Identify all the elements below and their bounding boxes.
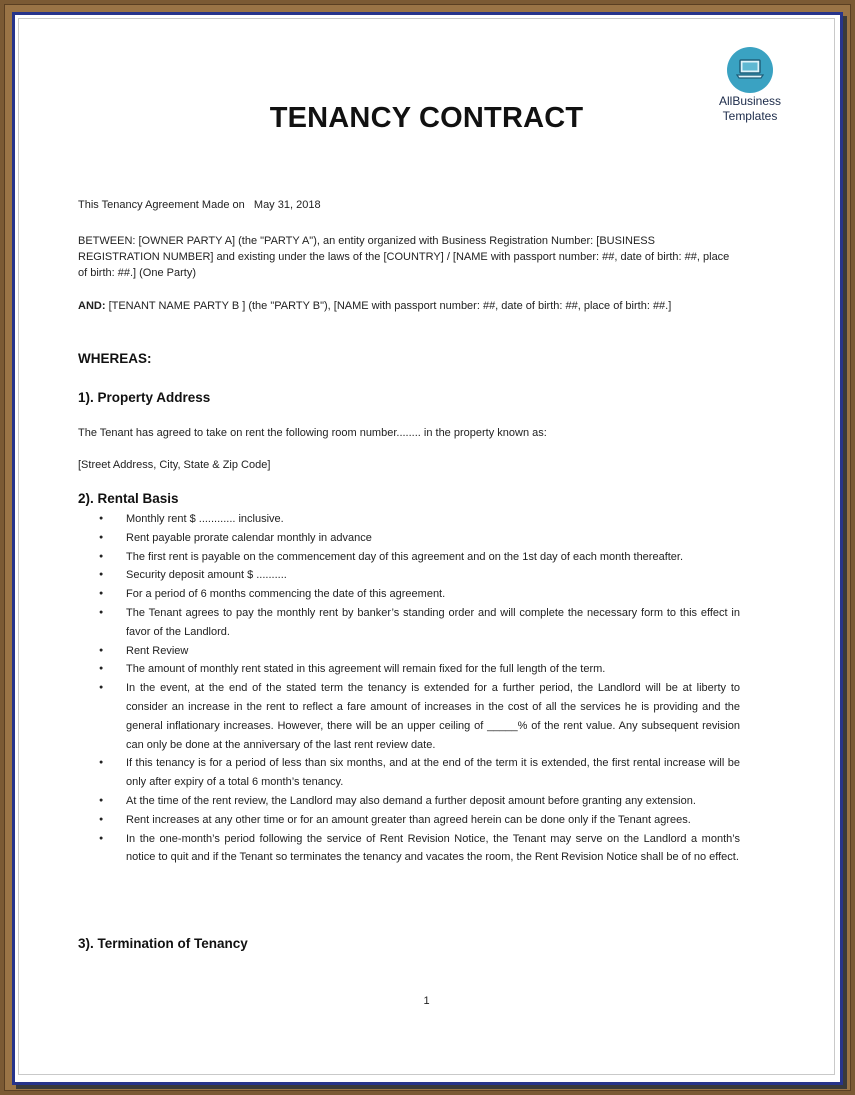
property-text: The Tenant has agreed to take on rent the following room number........ in the property known as:	[78, 427, 547, 439]
list-item: ● The amount of monthly rent stated in this agreement will remain fixed for the full length of the term.	[78, 660, 740, 679]
section-2-heading: 2). Rental Basis	[78, 491, 179, 506]
and-paragraph	[78, 298, 740, 314]
and-label: AND:	[78, 300, 106, 312]
agreement-date-label: This Tenancy Agreement Made on	[78, 199, 245, 211]
list-item: ● For a period of 6 months commencing the date of this agreement.	[78, 585, 740, 604]
list-item: ● The Tenant agrees to pay the monthly rent by banker’s standing order and will complete the necessary form to this effect in favor of the Landlord.	[78, 604, 740, 642]
agreement-date-line	[78, 197, 740, 213]
document-title: TENANCY CONTRACT	[269, 102, 584, 134]
list-item: ● Rent Review	[78, 642, 740, 661]
logo-line-2: Templates	[722, 109, 778, 123]
whereas-heading: WHEREAS:	[78, 351, 152, 366]
page-number: 1	[423, 995, 430, 1007]
rental-basis-list	[78, 510, 740, 867]
list-item: ● The first rent is payable on the commencement day of this agreement and on the 1st day of each month thereafter.	[78, 548, 740, 567]
list-item: ● At the time of the rent review, the Landlord may also demand a further deposit amount before granting any extension.	[78, 792, 740, 811]
logo-line-1: AllBusiness	[718, 94, 782, 108]
agreement-date: May 31, 2018	[253, 199, 321, 211]
and-text: [TENANT NAME PARTY B ] (the "PARTY B"), [NAME with passport number: ##, date of birth: ##, place of birth: ##.]	[108, 300, 672, 312]
between-paragraph: BETWEEN: [OWNER PARTY A] (the "PARTY A"), an entity organized with Business Registration Number: [BUSINESS REGISTRATION NUMBER] and existing under the laws of the [COUNTRY] / [NAME with passport number: ##, date of birth: ##, place of birth: ##.] (One Party)	[78, 235, 730, 279]
laptop-icon	[727, 47, 773, 93]
list-item: ● Security deposit amount $ ..........	[78, 566, 740, 585]
list-item: ● Monthly rent $ ............ inclusive.	[78, 510, 740, 529]
list-item: ● Rent increases at any other time or for an amount greater than agreed herein can be done only if the Tenant agrees.	[78, 811, 740, 830]
list-item: ● In the event, at the end of the stated term the tenancy is extended for a further period, the Landlord will be at liberty to consider an increase in the rent to reflect a fare amount of increases in the cost of all the services he is providing and the general inflationary increases. However, there will be an upper ceiling of _____% of the rent value. Any subsequent revision can only be done at the anniversary of the last rent review date.	[78, 679, 740, 754]
list-item: ● If this tenancy is for a period of less than six months, and at the end of the term it is extended, the first rental increase will be only after expiry of a total 6 month’s tenancy.	[78, 754, 740, 792]
list-item: ● In the one-month’s period following the service of Rent Revision Notice, the Tenant may serve on the Landlord a month’s notice to quit and if the Tenant so terminates the tenancy and vacates the room, the Rent Revision Notice shall be of no effect.	[78, 830, 740, 868]
list-item: ● Rent payable prorate calendar monthly in advance	[78, 529, 740, 548]
section-1-heading: 1). Property Address	[78, 390, 211, 405]
section-3-heading: 3). Termination of Tenancy	[78, 936, 248, 951]
property-address: [Street Address, City, State & Zip Code]	[78, 459, 271, 471]
